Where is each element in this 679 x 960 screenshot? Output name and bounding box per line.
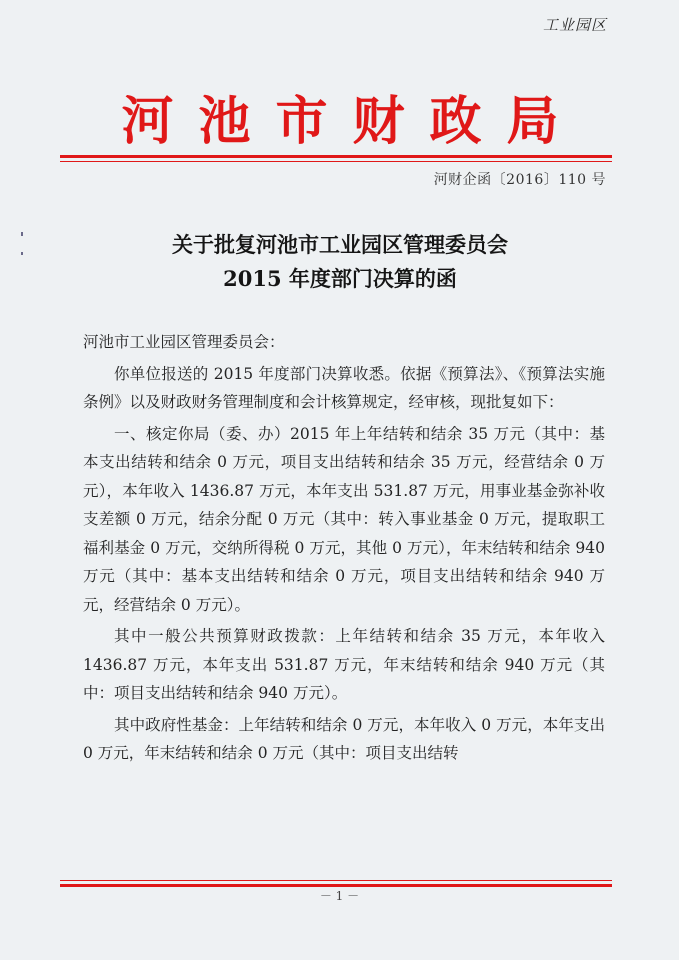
handwritten-annotation: 工业园区 [542, 16, 607, 34]
footer-rule-thin [60, 880, 612, 881]
document-title-line1: 关于批复河池市工业园区管理委员会 [172, 232, 508, 257]
margin-dot-mark [21, 232, 23, 236]
document-body [83, 328, 605, 771]
body-paragraph-2: 一、核定你局（委、办）2015 年上年结转和结余 35 万元（其中：基本支出结转和结余 0 万元，项目支出结转和结余 35 万元，经营结余 0 万元），本年收入 1436.87 万元，本年支出 531.87 万元，用事业基金弥补收支差额 0 万元，结余分配 0 万元（其中：转入事业基金 0 万元，提取职工福利基金 0 万元，交纳所得税 0 万元，其他 0 万元），年末结转和结余 940 万元（其中：基本支出结转和结余 0 万元，项目支出结转和结余 940 万元，经营结余 0 万元）。 [83, 424, 605, 614]
body-paragraph-1: 你单位报送的 2015 年度部门决算收悉。依据《预算法》、《预算法实施条例》以及财政财务管理制度和会计核算规定，经审核，现批复如下： [83, 364, 605, 411]
document-title-line2: 2015 年度部门决算的函 [223, 266, 457, 291]
margin-dot-mark [21, 252, 23, 255]
document-number: 河财企函〔2016〕110 号 [433, 172, 606, 188]
document-title [60, 228, 620, 296]
masthead-rule-thick [60, 155, 612, 158]
salutation: 河池市工业园区管理委员会： [83, 333, 285, 351]
issuer-masthead: 河池市财政局 [121, 91, 584, 152]
body-paragraph-3: 其中一般公共预算财政拨款：上年结转和结余 35 万元，本年收入 1436.87 万元，本年支出 531.87 万元，年末结转和结余 940 万元（其中：项目支出结转和结余 940 万元）。 [83, 627, 605, 702]
page-number: － 1 － [319, 889, 360, 903]
masthead-rule-thin [60, 161, 612, 162]
body-paragraph-4: 其中政府性基金：上年结转和结余 0 万元，本年收入 0 万元，本年支出 0 万元，年末结转和结余 0 万元（其中：项目支出结转 [83, 715, 605, 762]
